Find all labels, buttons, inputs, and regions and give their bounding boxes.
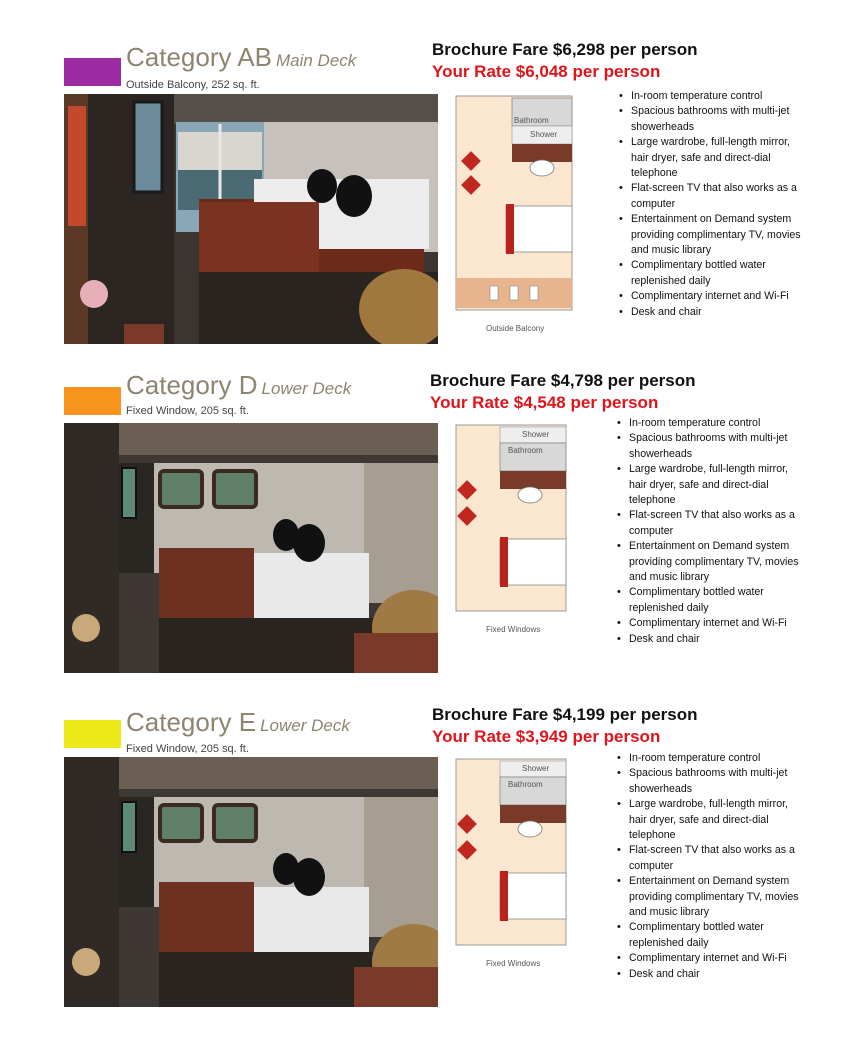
cabin-photo-fixed-window	[64, 757, 438, 1007]
bathroom-label: Bathroom	[514, 116, 549, 125]
category-title	[126, 707, 350, 738]
deck-name: Lower Deck	[261, 379, 352, 398]
category-color-swatch	[64, 720, 121, 748]
amenity-item: • Flat-screen TV that also works as a computer	[631, 181, 806, 212]
amenities-list	[617, 751, 804, 982]
category-name: Category E	[126, 707, 257, 737]
amenity-item: • Large wardrobe, full-length mirror, hair dryer, safe and direct-dial telephone	[629, 462, 804, 508]
cabin-subtitle: Outside Balcony, 252 sq. ft.	[126, 79, 260, 91]
amenity-item: • In-room temperature control	[631, 89, 806, 104]
your-rate: Your Rate $4,548 per person	[430, 393, 659, 412]
deck-name: Lower Deck	[260, 716, 350, 735]
cabin-subtitle: Fixed Window, 205 sq. ft.	[126, 743, 249, 755]
amenity-item: • Complimentary bottled water replenished daily	[631, 258, 806, 289]
amenity-item: • Large wardrobe, full-length mirror, hair dryer, safe and direct-dial telephone	[631, 135, 806, 181]
cabin-photo-fixed-window	[64, 423, 438, 673]
amenity-item: • Complimentary internet and Wi-Fi	[631, 289, 806, 304]
amenity-item: • Large wardrobe, full-length mirror, hair dryer, safe and direct-dial telephone	[629, 797, 804, 843]
plan-caption: Fixed Windows	[486, 959, 541, 968]
shower-label: Shower	[522, 764, 550, 773]
cabin-photo	[64, 423, 438, 673]
brochure-fare: Brochure Fare $4,798 per person	[430, 371, 696, 390]
floor-plan-drawing	[446, 423, 596, 673]
category-name: Category AB	[126, 42, 272, 72]
cabin-subtitle: Fixed Window, 205 sq. ft.	[126, 405, 249, 417]
amenity-item: • Desk and chair	[629, 632, 804, 647]
amenity-item: • Complimentary bottled water replenished daily	[629, 920, 804, 951]
floor-plan	[446, 423, 596, 673]
bathroom-label: Bathroom	[508, 780, 543, 789]
amenity-item: • Desk and chair	[629, 967, 804, 982]
category-name: Category D	[126, 370, 258, 400]
deck-name: Main Deck	[275, 51, 357, 70]
brochure-fare: Brochure Fare $6,298 per person	[432, 40, 698, 59]
plan-caption: Fixed Windows	[486, 625, 541, 634]
your-rate: Your Rate $3,949 per person	[432, 727, 661, 746]
amenity-item: • Spacious bathrooms with multi-jet showerheads	[631, 104, 806, 135]
amenity-item: • Entertainment on Demand system providing complimentary TV, movies and music library	[629, 874, 804, 920]
category-title	[126, 370, 351, 401]
amenity-item: • Flat-screen TV that also works as a computer	[629, 843, 804, 874]
amenity-item: • Complimentary bottled water replenished daily	[629, 585, 804, 616]
cabin-photo	[64, 757, 438, 1007]
amenities-list	[617, 416, 804, 647]
your-rate: Your Rate $6,048 per person	[432, 62, 661, 81]
amenity-item: • In-room temperature control	[629, 416, 804, 431]
floor-plan-drawing	[446, 757, 596, 1007]
shower-label: Shower	[530, 130, 558, 139]
amenity-item: • Entertainment on Demand system providing complimentary TV, movies and music library	[631, 212, 806, 258]
amenity-item: • In-room temperature control	[629, 751, 804, 766]
amenity-item: • Spacious bathrooms with multi-jet showerheads	[629, 766, 804, 797]
brochure-fare: Brochure Fare $4,199 per person	[432, 705, 698, 724]
amenity-item: • Spacious bathrooms with multi-jet showerheads	[629, 431, 804, 462]
amenity-item: • Complimentary internet and Wi-Fi	[629, 951, 804, 966]
amenity-item: • Entertainment on Demand system providing complimentary TV, movies and music library	[629, 539, 804, 585]
bathroom-label: Bathroom	[508, 446, 543, 455]
floor-plan	[446, 757, 596, 1007]
shower-label: Shower	[522, 430, 550, 439]
category-color-swatch	[64, 387, 121, 415]
amenity-item: • Flat-screen TV that also works as a computer	[629, 508, 804, 539]
amenity-item: • Complimentary internet and Wi-Fi	[629, 616, 804, 631]
plan-caption: Outside Balcony	[486, 324, 545, 333]
amenity-item: • Desk and chair	[631, 305, 806, 320]
